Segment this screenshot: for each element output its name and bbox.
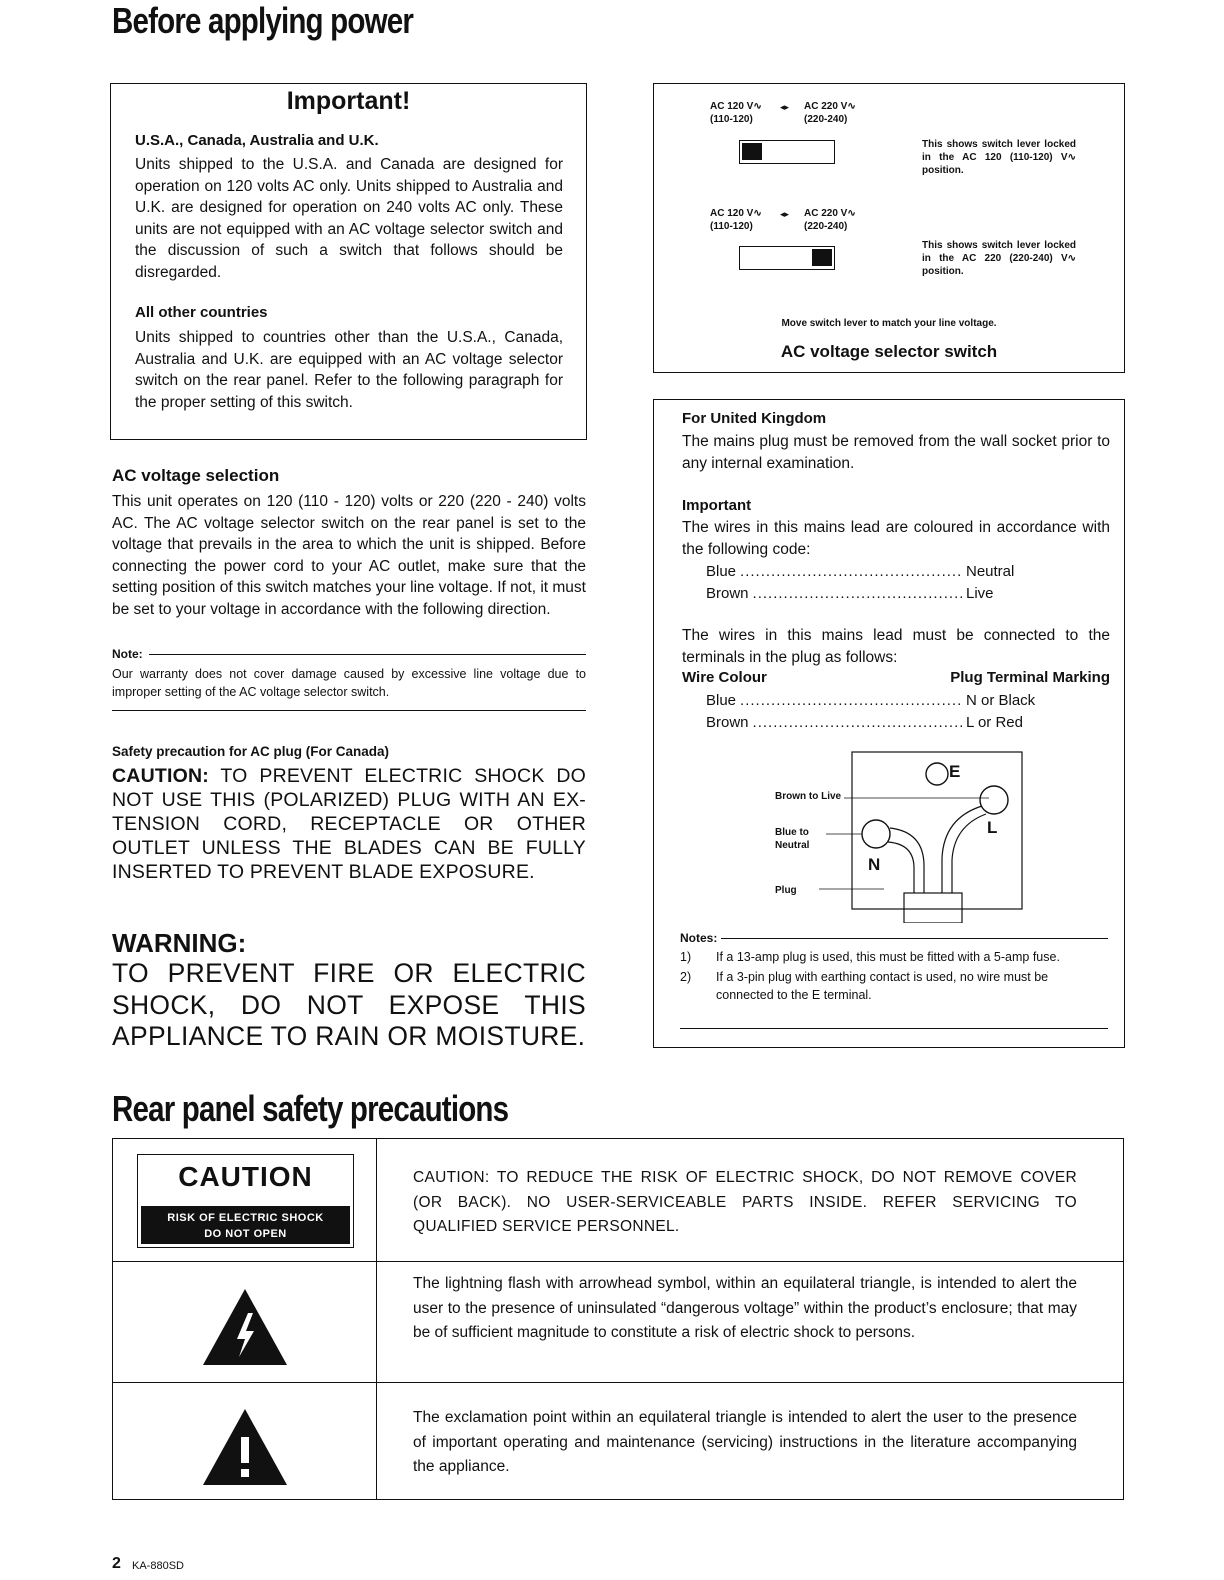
warning-label: WARNING: [112, 928, 247, 958]
switch-220-diagram [739, 246, 835, 270]
caution-label: CAUTION: [112, 765, 209, 787]
switch-caption: AC voltage selector switch [780, 342, 998, 361]
list-item: 1) If a 13-amp plug is used, this must be fitted with a 5-amp fuse. [680, 950, 1060, 964]
caution-body: TO PREVENT ELECTRIC SHOCK DO NOT USE THIS (POLARIZED) PLUG WITH AN EX-TENSION CORD, RECEPTACLE OR OTHER OUTLET UNLESS THE BLADES CAN BE FULLY INSERTED TO PREVENT BLADE EXPOSURE. [112, 765, 587, 883]
list-item: Blue ..... Neutral [706, 561, 1036, 583]
switch-lever [812, 249, 832, 266]
list-item: Brown ..... L or Red [706, 712, 1036, 734]
note-label: Note: [112, 647, 143, 661]
arrows-icon: ◂▸ [780, 102, 790, 112]
uk-text1: The mains plug must be removed from the wall socket prior to any internal examination. [682, 433, 1110, 472]
switch-instruction: Move switch lever to match your line voltage. [781, 318, 997, 329]
section-text: Units shipped to the U.S.A. and Canada are designed for operation on 120 volts AC only. Units shipped to Australia and U.K. are designed for operation on 240 volts AC only. These units are not equipped with an AC voltage selector switch and the discussion of such a switch that follows should be disregarded. [135, 156, 563, 281]
terminal-l-label: L [987, 818, 998, 837]
divider [680, 1028, 1108, 1029]
section-heading: U.S.A., Canada, Australia and U.K. [135, 132, 379, 149]
colour-code-list [706, 561, 1036, 604]
note-divider [149, 654, 586, 655]
note-header [112, 647, 586, 661]
caution-title: CAUTION [178, 1161, 313, 1192]
switch-lever [742, 143, 762, 160]
plug-label: Plug [775, 885, 797, 896]
notes-list [680, 948, 1108, 1004]
uk-important: Important [682, 497, 752, 514]
row-text: The exclamation point within an equilateral triangle is intended to alert the user to the presence of important operating and maintenance (servicing) instructions in the literature accompanying the appliance. [413, 1409, 1077, 1475]
row-divider [113, 1382, 1123, 1383]
desc-220: This shows switch lever locked in the AC 220 (220-240) V∿ position. [922, 240, 1076, 277]
divider [112, 710, 586, 711]
section-heading: All other countries [135, 304, 268, 321]
safety-heading: Safety precaution for AC plug (For Canada) [112, 744, 390, 759]
col-wire: Wire Colour [682, 669, 767, 686]
warning-text: TO PREVENT FIRE OR ELECTRIC SHOCK, DO NOT EXPOSE THIS APPLIANCE TO RAIN OR MOISTURE. [112, 958, 586, 1051]
uk-heading: For United Kingdom [682, 410, 827, 427]
terminal-e-label: E [949, 762, 961, 781]
terminal-n-label: N [868, 855, 881, 874]
model-number: KA-880SD [132, 1560, 184, 1572]
desc-120: This shows switch lever locked in the AC 120 (110-120) V∿ position. [922, 139, 1076, 176]
important-title: Important! [286, 87, 411, 115]
uk-text3: The wires in this mains lead must be connected to the terminals in the plug as follows: [682, 627, 1110, 666]
exclamation-warning-icon [201, 1407, 289, 1487]
arrows-icon: ◂▸ [780, 209, 790, 219]
list-item: 2) If a 3-pin plug with earthing contact is used, no wire must be connected to the E terminal. [680, 970, 1049, 1002]
switch-box [653, 83, 1125, 373]
caution-label-graphic [137, 1154, 354, 1248]
caution-subtitle: RISK OF ELECTRIC SHOCK DO NOT OPEN [141, 1206, 350, 1244]
row-text: CAUTION: TO REDUCE THE RISK OF ELECTRIC SHOCK, DO NOT REMOVE COVER (OR BACK). NO USER-SERVICEABLE PARTS INSIDE. REFER SERVICING TO QUALIFIED SERVICE PERSONNEL. [413, 1169, 1077, 1235]
row-divider [113, 1261, 1123, 1262]
row-text: The lightning flash with arrowhead symbol, within an equilateral triangle, is intended to alert the user to the presence of uninsulated “dangerous voltage” within the product’s enclosure; that may be of sufficient magnitude to constitute a risk of electric shock to persons. [413, 1275, 1077, 1341]
list-item: Brown ..... Live [706, 583, 1036, 605]
ac120-label: AC 120 V∿ (110-120) [710, 101, 762, 125]
page-number: 2 [112, 1555, 121, 1572]
important-box [110, 83, 587, 440]
note-text: Our warranty does not cover damage caused by excessive line voltage due to improper setting of the AC voltage selector switch. [112, 667, 586, 699]
rear-panel-table [112, 1138, 1124, 1500]
col-terminal: Plug Terminal Marking [950, 669, 1110, 686]
terminal-list [706, 690, 1036, 733]
ac-selection-heading: AC voltage selection [112, 466, 280, 485]
list-item: Blue ..... N or Black [706, 690, 1036, 712]
notes-header: Notes: [680, 931, 1108, 945]
ac120-label: AC 120 V∿ (110-120) [710, 208, 762, 232]
section-text: Units shipped to countries other than the U.S.A., Canada, Australia and U.K. are equipped with an AC voltage selector switch on the rear panel. Refer to the following paragraph for the proper setting of this switch. [135, 329, 563, 411]
brown-label: Brown to Live [775, 791, 842, 802]
section-title: Rear panel safety precautions [112, 1088, 509, 1129]
page-title: Before applying power [112, 0, 413, 41]
ac-selection-text: This unit operates on 120 (110 - 120) volts or 220 (220 - 240) volts AC. The AC voltage selector switch on the rear panel is set to the voltage that prevails in the area to which the unit is shipped. Before connecting the power cord to your AC outlet, make sure that the setting position of this switch matches your line voltage. If not, it must be set to your voltage in accordance with the following direction. [112, 493, 586, 618]
lightning-warning-icon [201, 1287, 289, 1367]
blue-label: Blue to Neutral [775, 827, 810, 851]
uk-box [653, 399, 1125, 1048]
caution-text [112, 764, 586, 884]
switch-120-diagram [739, 140, 835, 164]
ac220-label: AC 220 V∿ (220-240) [804, 101, 856, 125]
ac220-label: AC 220 V∿ (220-240) [804, 208, 856, 232]
uk-text2: The wires in this mains lead are coloured in accordance with the following code: [682, 519, 1110, 558]
